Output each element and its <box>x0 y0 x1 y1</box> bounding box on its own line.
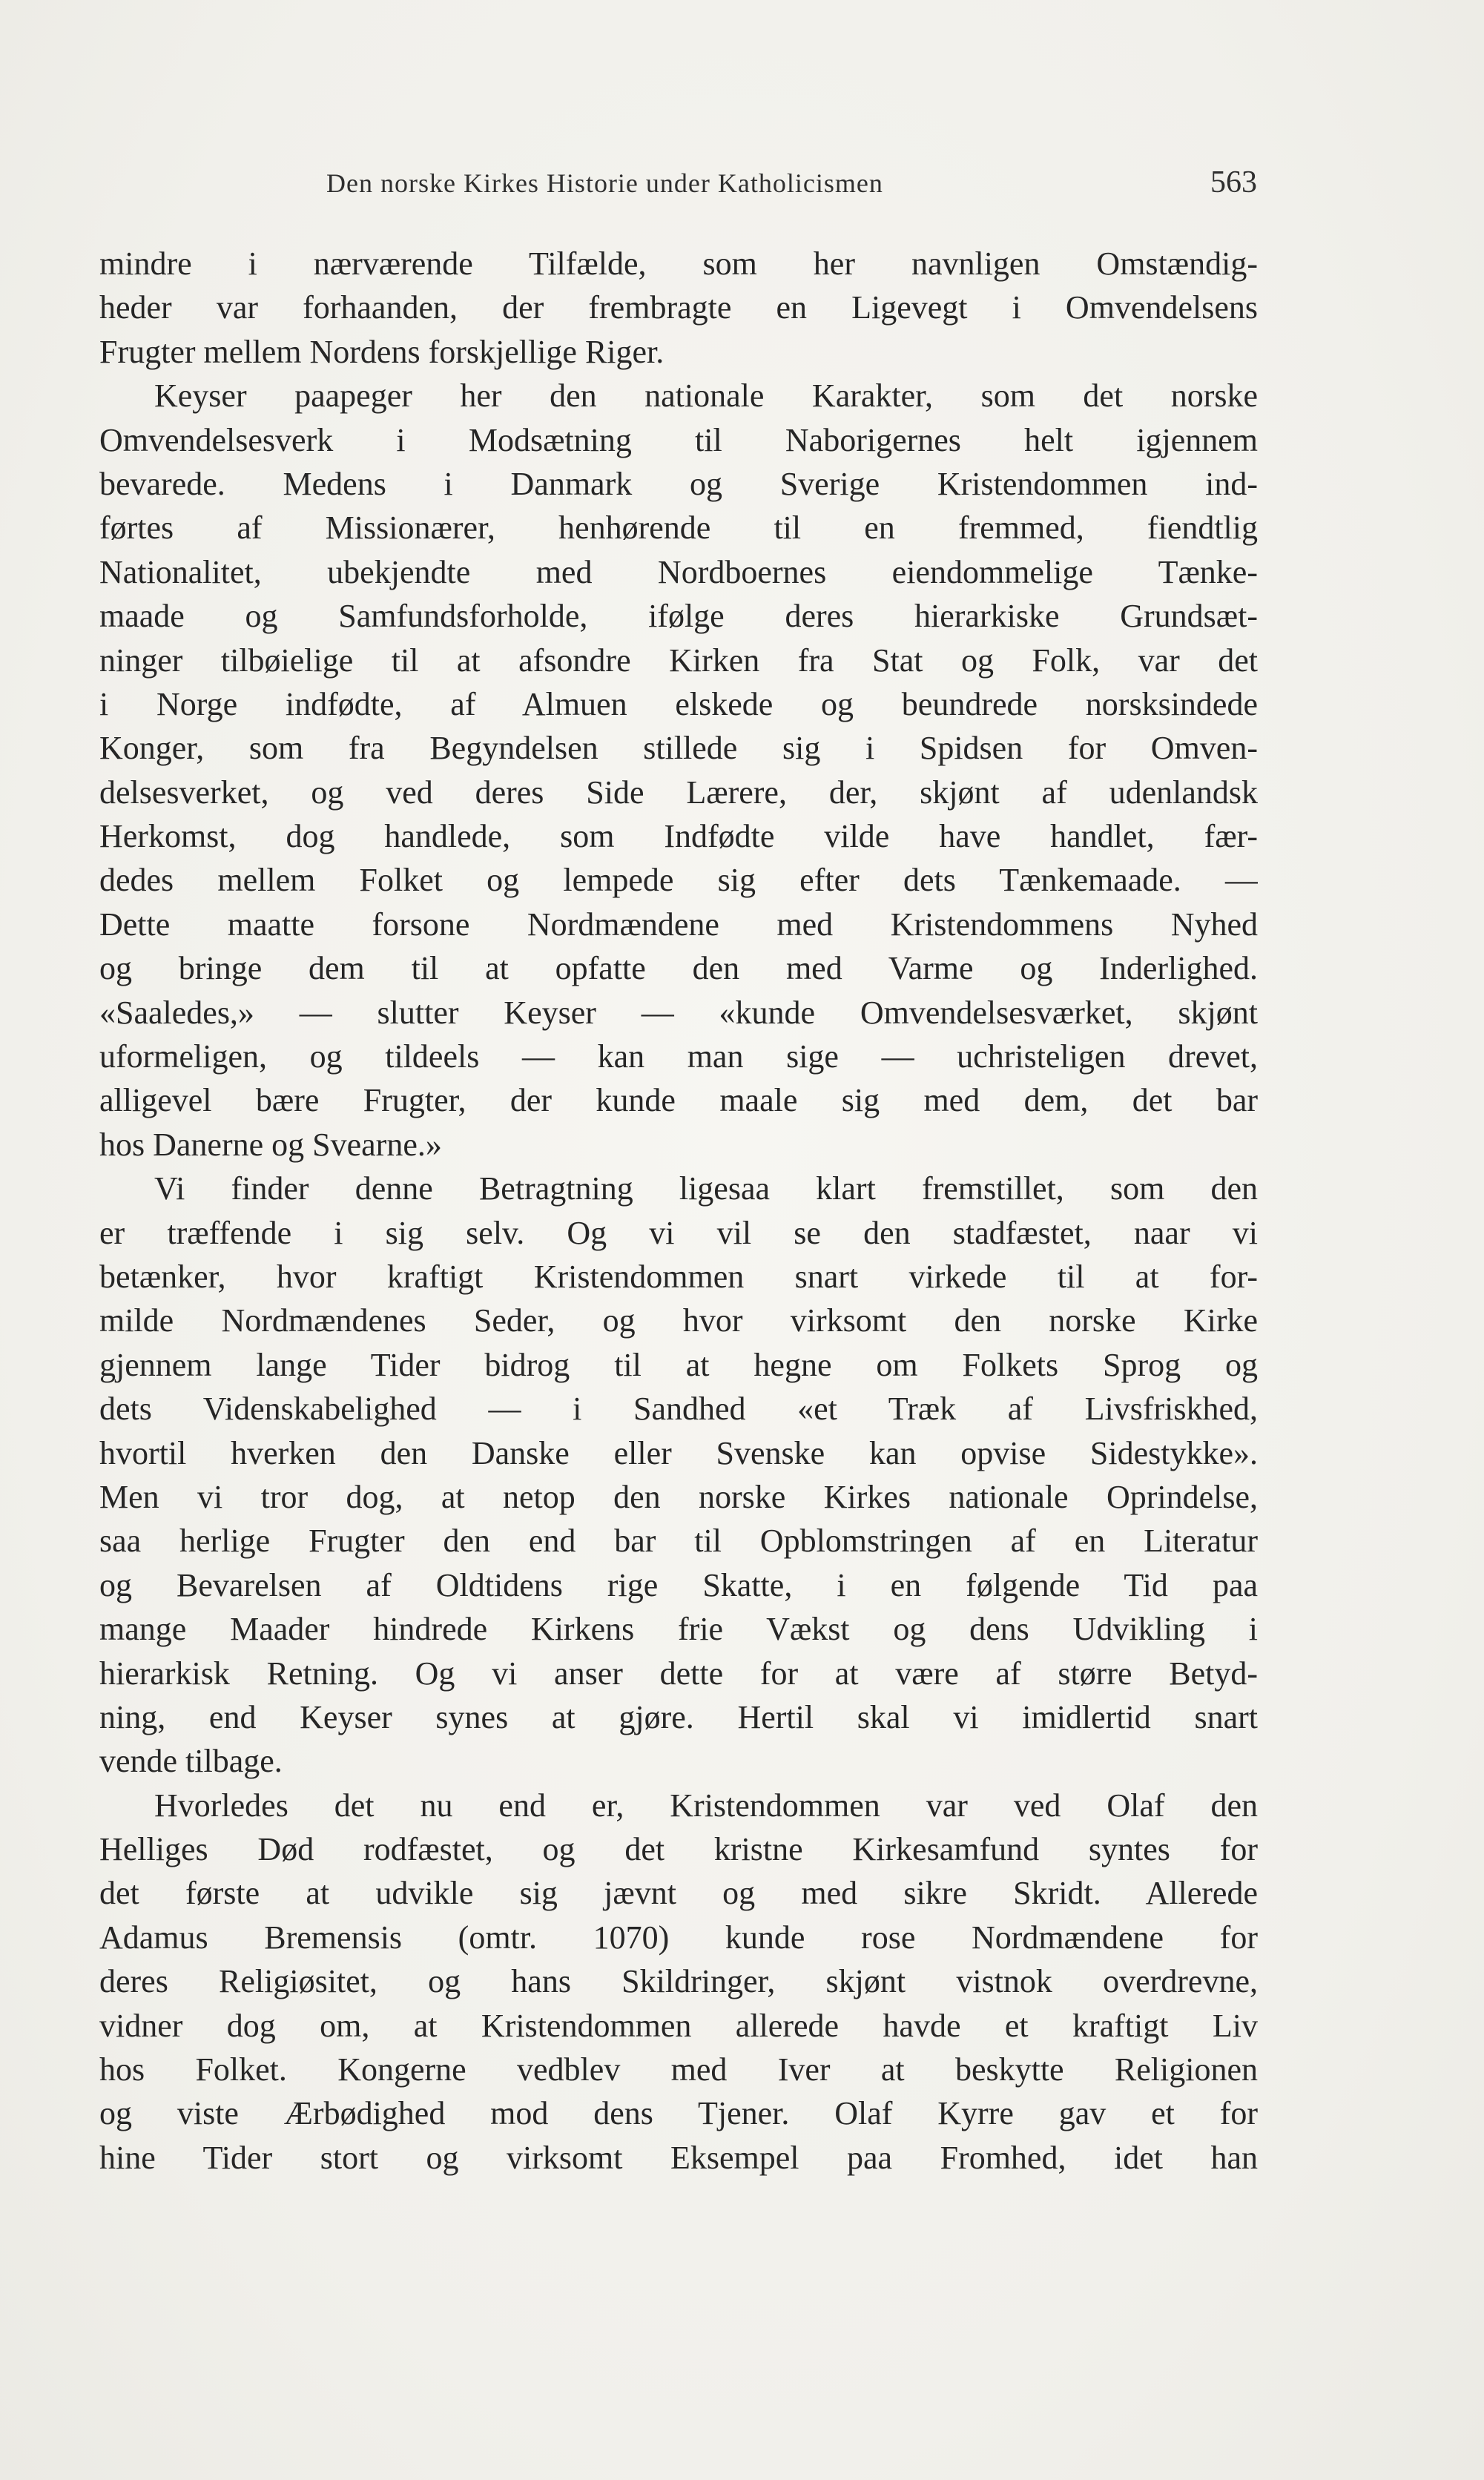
text-line: Konger, som fra Begyndelsen stillede sig i Spidsen for Omven- <box>99 730 1258 767</box>
text-line: hos Folket. Kongerne vedblev med Iver at beskytte Religionen <box>99 2051 1258 2088</box>
text-line: er træffende i sig selv. Og vi vil se den stadfæstet, naar vi <box>99 1214 1258 1251</box>
text-line: og bringe dem til at opfatte den med Varme og Inderlighed. <box>99 950 1258 987</box>
text-line: Adamus Bremensis (omtr. 1070) kunde rose Nordmændene for <box>99 1919 1258 1956</box>
body-text <box>99 242 1258 2180</box>
page-number: 563 <box>1210 165 1257 199</box>
text-line: alligevel bære Frugter, der kunde maale sig med dem, det bar <box>99 1082 1258 1119</box>
text-line: i Norge indfødte, af Almuen elskede og beundrede norsksindede <box>99 685 1258 722</box>
text-line: Dette maatte forsone Nordmændene med Kristendommens Nyhed <box>99 906 1258 943</box>
text-line: «Saaledes,» — slutter Keyser — «kunde Omvendelsesværket, skjønt <box>99 994 1258 1031</box>
text-line: hierarkisk Retning. Og vi anser dette for at være af større Betyd- <box>99 1655 1258 1692</box>
text-line: dedes mellem Folket og lempede sig efter dets Tænkemaade. — <box>99 862 1258 899</box>
text-line: mange Maader hindrede Kirkens frie Vækst og dens Udvikling i <box>99 1611 1258 1648</box>
text-line: deres Religiøsitet, og hans Skildringer, skjønt vistnok overdrevne, <box>99 1963 1258 2000</box>
text-line: delsesverket, og ved deres Side Lærere, der, skjønt af udenlandsk <box>99 774 1258 811</box>
text-line: hvortil hverken den Danske eller Svenske kan opvise Sidestykke». <box>99 1434 1258 1471</box>
text-line: Herkomst, dog handlede, som Indfødte vilde have handlet, fær- <box>99 818 1258 855</box>
text-line: ning, end Keyser synes at gjøre. Hertil skal vi imidlertid snart <box>99 1698 1258 1735</box>
text-line: betænker, hvor kraftigt Kristendommen snart virkede til at for- <box>99 1258 1258 1295</box>
text-line: ninger tilbøielige til at afsondre Kirken fra Stat og Folk, var det <box>99 642 1258 679</box>
text-line: Omvendelsesverk i Modsætning til Naborigernes helt igjennem <box>99 421 1258 458</box>
text-line: og Bevarelsen af Oldtidens rige Skatte, i en følgende Tid paa <box>99 1566 1258 1603</box>
text-line: mindre i nærværende Tilfælde, som her navnligen Omstændig- <box>99 245 1258 282</box>
text-line: saa herlige Frugter den end bar til Opblomstringen af en Literatur <box>99 1523 1258 1560</box>
text-line: førtes af Missionærer, henhørende til en fremmed, fiendtlig <box>99 509 1258 547</box>
text-line: maade og Samfundsforholde, ifølge deres hierarkiske Grundsæt- <box>99 598 1258 635</box>
text-line: og viste Ærbødighed mod dens Tjener. Olaf Kyrre gav et for <box>99 2095 1258 2132</box>
text-line: bevarede. Medens i Danmark og Sverige Kristendommen ind- <box>99 465 1258 502</box>
text-line: Vi finder denne Betragtning ligesaa klart fremstillet, som den <box>154 1170 1258 1207</box>
text-line: uformeligen, og tildeels — kan man sige — uchristeligen drevet, <box>99 1038 1258 1075</box>
text-line: det første at udvikle sig jævnt og med sikre Skridt. Allerede <box>99 1875 1258 1912</box>
text-line: Nationalitet, ubekjendte med Nordboernes eiendommelige Tænke- <box>99 553 1258 590</box>
text-line: vende tilbage. <box>99 1743 283 1780</box>
text-line: vidner dog om, at Kristendommen allerede havde et kraftigt Liv <box>99 2007 1258 2044</box>
text-line: dets Videnskabelighed — i Sandhed «et Træk af Livsfriskhed, <box>99 1391 1258 1428</box>
text-line: Keyser paapeger her den nationale Karakter, som det norske <box>154 377 1258 415</box>
text-line: Frugter mellem Nordens forskjellige Riger. <box>99 333 664 370</box>
running-title: Den norske Kirkes Historie under Katholicismen <box>326 168 883 198</box>
text-line: Men vi tror dog, at netop den norske Kirkes nationale Oprindelse, <box>99 1478 1258 1515</box>
text-line: gjennem lange Tider bidrog til at hegne om Folkets Sprog og <box>99 1346 1258 1383</box>
text-line: milde Nordmændenes Seder, og hvor virksomt den norske Kirke <box>99 1302 1258 1339</box>
text-line: hos Danerne og Svearne.» <box>99 1126 442 1163</box>
text-line: Helliges Død rodfæstet, og det kristne Kirkesamfund syntes for <box>99 1831 1258 1868</box>
text-line: heder var forhaanden, der frembragte en Ligevegt i Omvendelsens <box>99 289 1258 326</box>
text-line: Hvorledes det nu end er, Kristendommen var ved Olaf den <box>154 1787 1258 1824</box>
text-line: hine Tider stort og virksomt Eksempel paa Fromhed, idet han <box>99 2139 1258 2176</box>
